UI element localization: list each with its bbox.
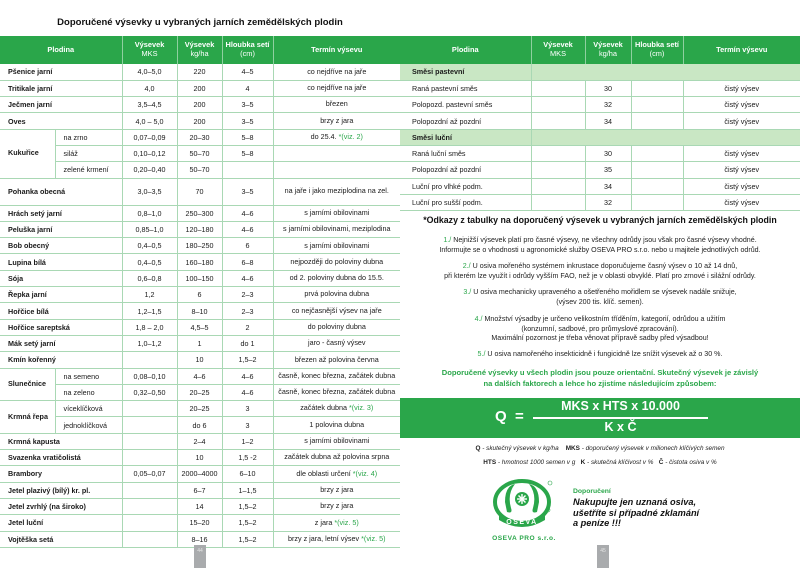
cell-crop-name: Mák setý jarní: [0, 335, 122, 351]
table-row: [0, 498, 400, 514]
formula-q: Q: [495, 408, 507, 425]
cell-kg: 50–70: [177, 162, 222, 178]
cell-term: 1 polovina dubna: [273, 417, 400, 433]
table-row: [0, 433, 400, 449]
cell-variant: víceklíčková: [55, 401, 122, 417]
section-fill: [531, 129, 800, 145]
emphasis-text: Doporučené výsevky u všech plodin jsou pouze orientační. Skutečný výsevek je závislý na dalších faktorech a lehce ho zjistíme následujícím způsobem:: [441, 368, 759, 388]
cell-mks: [531, 178, 585, 194]
cell-mks: [122, 417, 177, 433]
cell-kg: 6–7: [177, 482, 222, 498]
promo-label: Doporučení: [573, 488, 611, 495]
cell-kg: 8–10: [177, 303, 222, 319]
cell-crop-name: Pohanka obecná: [0, 178, 122, 205]
cell-crop-name: Kmín kořenný: [0, 352, 122, 368]
cell-depth: 1,5–2: [222, 515, 273, 531]
cell-mks: [531, 80, 585, 96]
cell-mks: 3,5–4,5: [122, 97, 177, 113]
cell-kg: 100–150: [177, 270, 222, 286]
footnote-reference: *(viz. 2): [338, 132, 363, 142]
section-row: [400, 64, 800, 80]
table-row: [400, 178, 800, 194]
cell-crop-name: Tritikale jarní: [0, 80, 122, 96]
cell-crop-name: Ječmen jarní: [0, 97, 122, 113]
cell-depth: 3–5: [222, 178, 273, 205]
cell-term: čistý výsev: [683, 194, 800, 210]
cell-depth: 1,5 -2: [222, 450, 273, 466]
cell-depth: 5–8: [222, 129, 273, 145]
cell-kg: 220: [177, 64, 222, 80]
cell-kg: 35: [585, 162, 631, 178]
header-termin: Termín výsevu: [683, 36, 800, 64]
table-row: [0, 482, 400, 498]
cell-crop-name: Hrách setý jarní: [0, 205, 122, 221]
cell-mks: [531, 194, 585, 210]
table-row: [0, 368, 400, 384]
cell-crop-name: Sója: [0, 270, 122, 286]
header-vysevek-mks: Výsevek MKS: [531, 36, 585, 64]
cell-depth: [631, 97, 683, 113]
note-item: 5./ U osiva namořeného insekticidně i fungicidně lze snížit výsevek až o 30 %.: [477, 350, 723, 358]
footnote-reference: *(viz. 4): [352, 468, 378, 478]
cell-depth: 1–1,5: [222, 482, 273, 498]
table-row: [0, 205, 400, 221]
table-row: [400, 113, 800, 129]
header-plodina: Plodina: [0, 36, 122, 64]
cell-kg: 20–25: [177, 384, 222, 400]
cell-term: začátek dubna až polovina srpna: [273, 450, 400, 466]
cell-kg: 2–4: [177, 433, 222, 449]
cell-term: nejpozději do poloviny dubna: [273, 254, 400, 270]
cell-mks: [122, 450, 177, 466]
cell-depth: 6–8: [222, 254, 273, 270]
table-row: [0, 335, 400, 351]
cell-depth: [631, 80, 683, 96]
cell-term: do poloviny dubna: [273, 319, 400, 335]
cell-term: čistý výsev: [683, 113, 800, 129]
cell-kg: 34: [585, 178, 631, 194]
cell-crop-name: Brambory: [0, 466, 122, 482]
footnote-reference: *(viz. 5): [361, 533, 386, 543]
cell-term: s jarními obilovinami: [273, 205, 400, 221]
cell-mks: 0,05–0,07: [122, 466, 177, 482]
cell-mks: 0,6–0,8: [122, 270, 177, 286]
oseva-logo-icon: [493, 478, 553, 534]
cell-mks: [122, 433, 177, 449]
cell-mks: [531, 97, 585, 113]
cell-mix-name: Raná luční směs: [400, 145, 531, 161]
table-row: [0, 319, 400, 335]
cell-term: do 25.4. *(viz. 2): [273, 129, 400, 145]
table-row: [0, 515, 400, 531]
cell-term: čistý výsev: [683, 97, 800, 113]
cell-kg: 70: [177, 178, 222, 205]
cell-depth: 3: [222, 401, 273, 417]
cell-depth: [222, 162, 273, 178]
cell-mks: 0,20–0,40: [122, 162, 177, 178]
note-number: 3./: [463, 288, 472, 296]
cell-crop-name: Krmná řepa: [0, 401, 55, 434]
note-item: 3./ U osiva mechanicky upraveného a ošetřeného mořidlem se výsevek nadále snižuje, (výsev 200 tis. klíč. semen).: [463, 288, 737, 306]
cell-mks: 0,85–1,0: [122, 221, 177, 237]
cell-term: [273, 162, 400, 178]
cell-mks: 0,07–0,09: [122, 129, 177, 145]
cell-crop-name: Lupina bílá: [0, 254, 122, 270]
note-item: 2./ U osiva mořeného systémem inkrustace doporučujeme časný výsev o 10 až 14 dnů, při kterém lze využít i odrůdy vyšším FAO, než je v oblasti obvyklé. Platí pro zrnové i silážní odrůdy.: [444, 262, 756, 280]
cell-depth: [631, 162, 683, 178]
cell-term: na jaře i jako meziplodina na zel.: [273, 178, 400, 205]
formula-legend-line-1: Q - skutečný výsevek v kg/ha MKS - doporučený výsevek v milionech klíčivých semen: [475, 445, 725, 452]
cell-depth: 4–5: [222, 64, 273, 80]
cell-term: co nejčasnější výsev na jaře: [273, 303, 400, 319]
cell-mks: 1,0–1,2: [122, 335, 177, 351]
cell-mix-name: Polopozdní až pozdní: [400, 113, 531, 129]
cell-crop-name: Hořčice sareptská: [0, 319, 122, 335]
cell-kg: 10: [177, 450, 222, 466]
cell-term: čistý výsev: [683, 145, 800, 161]
table-row: [0, 270, 400, 286]
section-title: Směsi luční: [400, 129, 531, 145]
cell-mks: 1,2–1,5: [122, 303, 177, 319]
cell-term: z jara *(viz. 5): [273, 515, 400, 531]
table-row: [0, 80, 400, 96]
cell-mks: [531, 113, 585, 129]
cell-depth: 1,5–2: [222, 498, 273, 514]
table-row: [0, 64, 400, 80]
formula-legend-line-2: HTS - hmotnost 1000 semen v g K - skutečná klíčivost v % Č - čistota osiva v %: [483, 459, 717, 466]
cell-term: čistý výsev: [683, 80, 800, 96]
cell-crop-name: Jetel luční: [0, 515, 122, 531]
section-fill: [531, 64, 800, 80]
table-header-row: [0, 36, 400, 64]
table-row: [0, 287, 400, 303]
cell-depth: 4–6: [222, 205, 273, 221]
cell-term: [273, 145, 400, 161]
cell-crop-name: Svazenka vratičolistá: [0, 450, 122, 466]
header-vysevek-kg: Výsevek kg/ha: [585, 36, 631, 64]
cell-kg: 32: [585, 97, 631, 113]
cell-kg: 32: [585, 194, 631, 210]
formula-numerator: MKS x HTS x 10.000: [561, 399, 680, 413]
footnote-reference: *(viz. 5): [334, 517, 359, 527]
cell-depth: 4–6: [222, 368, 273, 384]
cell-mks: 1,8 – 2,0: [122, 319, 177, 335]
table-row: [0, 129, 400, 145]
left-seeding-table: [0, 36, 400, 548]
cell-mks: 0,4–0,5: [122, 254, 177, 270]
cell-term: dle oblasti určení *(viz. 4): [273, 466, 400, 482]
footnote-reference: *(viz. 3): [348, 403, 374, 413]
header-termin: Termín výsevu: [273, 36, 400, 64]
cell-mks: [531, 162, 585, 178]
table-row: [0, 254, 400, 270]
cell-depth: 1,5–2: [222, 531, 273, 547]
cell-term: brzy z jara: [273, 113, 400, 129]
table-row: [0, 145, 400, 161]
promo-text: Nakupujte jen uznaná osiva, ušetříte si případné zklamání a peníze !!!: [573, 497, 700, 529]
document-title: Doporučené výsevky u vybraných jarních zemědělských plodin: [57, 17, 343, 28]
cell-mks: 0,4–0,5: [122, 238, 177, 254]
cell-kg: 250–300: [177, 205, 222, 221]
cell-mks: 4,0 – 5,0: [122, 113, 177, 129]
cell-depth: [631, 145, 683, 161]
cell-term: čistý výsev: [683, 178, 800, 194]
cell-crop-name: Bob obecný: [0, 238, 122, 254]
table-row: [400, 145, 800, 161]
table-row: [0, 466, 400, 482]
cell-variant: na zrno: [55, 129, 122, 145]
cell-kg: 10: [177, 352, 222, 368]
cell-kg: 160–180: [177, 254, 222, 270]
cell-kg: 4–6: [177, 368, 222, 384]
cell-kg: 30: [585, 145, 631, 161]
table-row: [0, 417, 400, 433]
notes-title: *Odkazy z tabulky na doporučený výsevek u vybraných jarních zemědělských plodin: [423, 215, 777, 225]
cell-term: časně, konec března, začátek dubna: [273, 384, 400, 400]
header-plodina: Plodina: [400, 36, 531, 64]
cell-depth: 1–2: [222, 433, 273, 449]
cell-crop-name: Pšenice jarní: [0, 64, 122, 80]
cell-mix-name: Polopozdní až pozdní: [400, 162, 531, 178]
cell-depth: 6: [222, 238, 273, 254]
table-row: [0, 401, 400, 417]
cell-term: brzy z jara, letní výsev *(viz. 5): [273, 531, 400, 547]
cell-mks: 4,0–5,0: [122, 64, 177, 80]
table-row: [0, 303, 400, 319]
cell-depth: 2–3: [222, 287, 273, 303]
cell-variant: siláž: [55, 145, 122, 161]
table-row: [0, 352, 400, 368]
cell-kg: 6: [177, 287, 222, 303]
logo-caption: OSEVA PRO s.r.o.: [492, 535, 556, 542]
note-number: 1./: [443, 236, 452, 244]
note-number: 2./: [462, 262, 471, 270]
left-table-body: [0, 64, 400, 547]
cell-variant: na semeno: [55, 368, 122, 384]
cell-depth: 6–10: [222, 466, 273, 482]
cell-depth: 4–6: [222, 270, 273, 286]
svg-text:OSEVA: OSEVA: [506, 519, 538, 526]
note-item: 4./ Množství výsadby je určeno velikostním tříděním, kategorií, odrůdou a užitím (konzumní, sadbové, pro průmyslové zpracování). Maximální pozornost je třeba věnovat přípravě sadby před výsadbou!: [474, 315, 726, 343]
cell-term: začátek dubna *(viz. 3): [273, 401, 400, 417]
cell-mks: [531, 145, 585, 161]
cell-kg: 180–250: [177, 238, 222, 254]
cell-kg: 1: [177, 335, 222, 351]
cell-term: co nejdříve na jaře: [273, 64, 400, 80]
cell-crop-name: Jetel plazivý (bílý) kr. pl.: [0, 482, 122, 498]
cell-mks: 0,8–1,0: [122, 205, 177, 221]
cell-depth: 2: [222, 319, 273, 335]
cell-kg: 4,5–5: [177, 319, 222, 335]
cell-crop-name: Peluška jarní: [0, 221, 122, 237]
cell-crop-name: Oves: [0, 113, 122, 129]
table-row: [400, 97, 800, 113]
cell-depth: 1,5–2: [222, 352, 273, 368]
page-number-right: 45: [597, 545, 609, 568]
cell-mks: 4,0: [122, 80, 177, 96]
table-row: [400, 162, 800, 178]
section-row: [400, 129, 800, 145]
cell-variant: zelené krmení: [55, 162, 122, 178]
cell-kg: 200: [177, 97, 222, 113]
cell-mks: 3,0–3,5: [122, 178, 177, 205]
table-row: [0, 97, 400, 113]
right-table-body: [400, 64, 800, 211]
cell-mks: 1,2: [122, 287, 177, 303]
cell-term: s jarními obilovinami, meziplodina: [273, 221, 400, 237]
table-row: [0, 113, 400, 129]
cell-depth: [631, 178, 683, 194]
cell-mks: [122, 515, 177, 531]
cell-kg: 50–70: [177, 145, 222, 161]
cell-depth: [631, 194, 683, 210]
table-row: [0, 221, 400, 237]
header-hloubka: Hloubka setí (cm): [222, 36, 273, 64]
cell-term: s jarními obilovinami: [273, 433, 400, 449]
cell-mks: [122, 498, 177, 514]
cell-kg: 34: [585, 113, 631, 129]
cell-depth: 4–6: [222, 384, 273, 400]
cell-depth: 3–5: [222, 113, 273, 129]
cell-mks: 0,08–0,10: [122, 368, 177, 384]
cell-depth: 3: [222, 417, 273, 433]
note-item: 1./ Nejnižší výsevek platí pro časné výsevy, ne všechny odrůdy jsou však pro časné výsevy vhodné. Informujte se o vhodnosti u agronomické služby OSEVA PRO s.r.o. nebo u majitele jednotlivých odrůd.: [439, 236, 761, 254]
table-row: [400, 80, 800, 96]
cell-term: brzy z jara: [273, 482, 400, 498]
cell-mix-name: Raná pastevní směs: [400, 80, 531, 96]
page-number-left: 44: [194, 545, 206, 568]
cell-mks: 0,10–0,12: [122, 145, 177, 161]
note-number: 4./: [474, 315, 483, 323]
cell-depth: 3–5: [222, 97, 273, 113]
header-hloubka: Hloubka setí (cm): [631, 36, 683, 64]
cell-term: co nejdříve na jaře: [273, 80, 400, 96]
table-row: [0, 238, 400, 254]
cell-crop-name: Jetel zvrhlý (na široko): [0, 498, 122, 514]
cell-mix-name: Luční pro vlhké podm.: [400, 178, 531, 194]
cell-mks: [122, 352, 177, 368]
cell-mix-name: Luční pro sušší podm.: [400, 194, 531, 210]
cell-term: brzy z jara: [273, 498, 400, 514]
cell-depth: 4–6: [222, 221, 273, 237]
cell-depth: do 1: [222, 335, 273, 351]
cell-kg: 200: [177, 113, 222, 129]
fraction-line: [533, 417, 708, 419]
formula-banner: [400, 398, 800, 438]
cell-kg: 8–16: [177, 531, 222, 547]
cell-term: březen: [273, 97, 400, 113]
formula-denominator: K x Č: [604, 420, 637, 434]
cell-depth: [631, 113, 683, 129]
cell-term: čistý výsev: [683, 162, 800, 178]
cell-crop-name: Krmná kapusta: [0, 433, 122, 449]
cell-kg: 200: [177, 80, 222, 96]
cell-term: prvá polovina dubna: [273, 287, 400, 303]
cell-term: březen až polovina června: [273, 352, 400, 368]
cell-crop-name: Kukuřice: [0, 129, 55, 178]
cell-crop-name: Vojtěška setá: [0, 531, 122, 547]
cell-depth: 5–8: [222, 145, 273, 161]
cell-mks: [122, 401, 177, 417]
table-row: [0, 162, 400, 178]
right-seeding-table: [400, 36, 800, 211]
cell-kg: 15–20: [177, 515, 222, 531]
cell-term: od 2. poloviny dubna do 15.5.: [273, 270, 400, 286]
cell-kg: 2000–4000: [177, 466, 222, 482]
cell-depth: 4: [222, 80, 273, 96]
cell-crop-name: Hořčice bílá: [0, 303, 122, 319]
cell-variant: jednoklíčková: [55, 417, 122, 433]
cell-variant: na zeleno: [55, 384, 122, 400]
cell-kg: 14: [177, 498, 222, 514]
cell-crop-name: Slunečnice: [0, 368, 55, 401]
cell-crop-name: Řepka jarní: [0, 287, 122, 303]
cell-mks: [122, 531, 177, 547]
table-row: [0, 384, 400, 400]
cell-mks: [122, 482, 177, 498]
cell-kg: 120–180: [177, 221, 222, 237]
cell-kg: do 6: [177, 417, 222, 433]
cell-term: s jarními obilovinami: [273, 238, 400, 254]
cell-term: jaro - časný výsev: [273, 335, 400, 351]
cell-term: časně, konec března, začátek dubna: [273, 368, 400, 384]
cell-kg: 30: [585, 80, 631, 96]
cell-mix-name: Polopozd. pastevní směs: [400, 97, 531, 113]
cell-depth: 2–3: [222, 303, 273, 319]
table-header-row: [400, 36, 800, 64]
formula-equals: =: [515, 408, 524, 425]
table-row: [0, 450, 400, 466]
header-vysevek-kg: Výsevek kg/ha: [177, 36, 222, 64]
table-row: [0, 178, 400, 205]
cell-kg: 20–25: [177, 401, 222, 417]
header-vysevek-mks: Výsevek MKS: [122, 36, 177, 64]
table-row: [400, 194, 800, 210]
note-number: 5./: [477, 350, 486, 358]
cell-kg: 20–30: [177, 129, 222, 145]
cell-mks: 0,32–0,50: [122, 384, 177, 400]
section-title: Směsi pastevní: [400, 64, 531, 80]
